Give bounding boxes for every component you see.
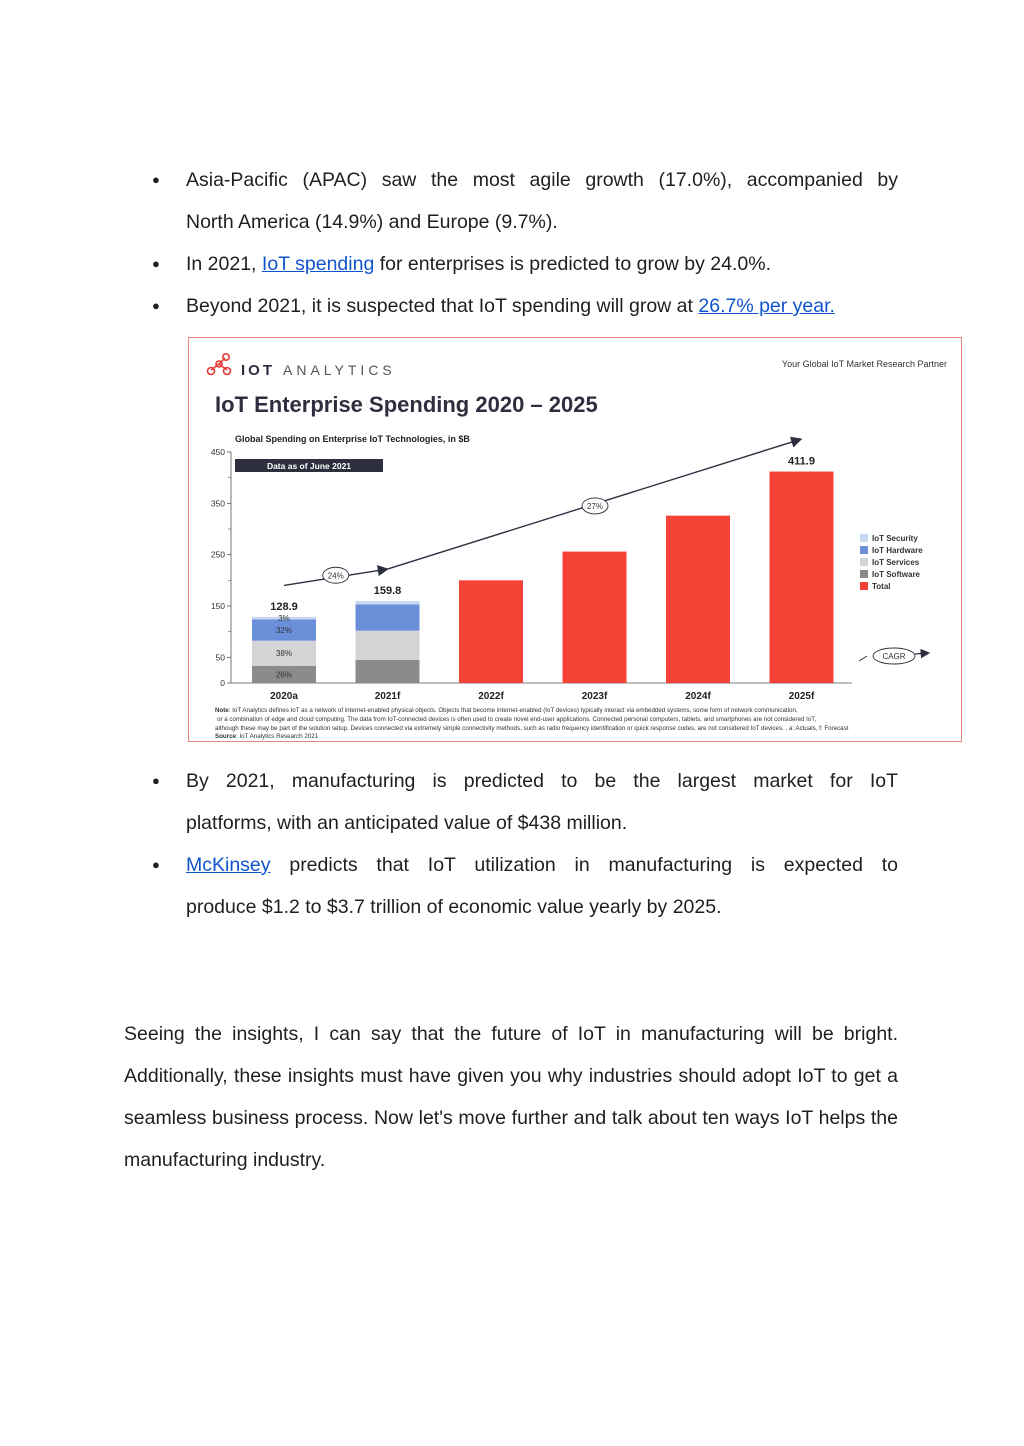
cagr-label: 24% <box>327 571 344 581</box>
data-badge-text: Data as of June 2021 <box>266 461 352 471</box>
legend-label: IoT Services <box>872 558 920 567</box>
x-tick-label: 2023f <box>581 691 608 702</box>
segment-label: 26% <box>275 670 293 680</box>
cagr-label: 27% <box>586 501 604 511</box>
legend-swatch <box>860 582 868 590</box>
legend-label: Total <box>872 582 891 591</box>
chart-note <box>215 707 798 714</box>
chart-source <box>215 733 319 740</box>
y-tick-label: 0 <box>220 678 225 688</box>
legend-swatch <box>860 546 868 554</box>
note-label: Note <box>215 707 229 714</box>
y-tick-label: 450 <box>210 447 225 457</box>
x-tick-label: 2024f <box>685 691 711 702</box>
list-item <box>150 760 898 844</box>
x-tick-label: 2020a <box>270 691 298 702</box>
list-item <box>150 285 898 327</box>
data-label: 159.8 <box>373 584 402 597</box>
data-badge <box>235 459 383 472</box>
cagr-key-arrow <box>915 653 929 654</box>
iot-analytics-logo-icon <box>208 354 231 375</box>
cagr-key-connector <box>859 656 867 661</box>
y-tick-label: 250 <box>210 549 225 560</box>
note-line-3: although these may be part of the solution setup. Devices connected via extremely simple connectivity methods, such as radio frequency identification or quick response codes, are not considered IoT devices. . a: Actuals, f: Forecast <box>215 725 849 732</box>
bar <box>770 472 834 683</box>
bullet-text: ● By 2021, manufacturing is predicted to be the largest market for IoT <box>186 770 898 792</box>
x-tick-label: 2022f <box>478 691 504 702</box>
bullet-text: platforms, with an anticipated value of $438 million. <box>186 812 628 834</box>
bar-segment <box>356 604 420 630</box>
legend-swatch <box>860 558 868 566</box>
bullet-text: In 2021, <box>186 253 262 275</box>
source-text: IoT Analytics Research 2021 <box>239 733 319 740</box>
brand-name-bold: IOT <box>241 362 275 379</box>
chart-subtitle: Global Spending on Enterprise IoT Technologies, in $B <box>235 434 470 444</box>
chart-title: IoT Enterprise Spending 2020 – 2025 <box>215 392 598 417</box>
note-line-1: IoT Analytics defines IoT as a network of internet-enabled physical objects. Objects that become internet-enabled (IoT devices) typically interact via embedded systems, some form of network communication, <box>232 707 798 714</box>
y-tick-label: 150 <box>210 601 225 611</box>
segment-label: 3% <box>278 614 290 624</box>
legend-label: IoT Hardware <box>872 546 923 555</box>
bar <box>666 516 730 683</box>
brand-name-light: ANALYTICS <box>283 362 396 378</box>
bullet-line <box>186 844 898 886</box>
bar-segment <box>356 660 420 683</box>
y-tick-label: 50 <box>215 652 225 663</box>
legend-swatch <box>860 570 868 578</box>
bullet-text: predicts that IoT utilization in manufacturing is expected to <box>270 854 898 876</box>
y-tick-label: 350 <box>210 498 225 509</box>
note-line-2: or a combination of edge and cloud computing. The data from IoT-connected devices is often used to create novel end-user applications. Connected personal computers, tablets, and smartphones are not considered IoT, <box>217 716 817 723</box>
source-colon: : <box>235 733 240 740</box>
list-item <box>150 159 898 243</box>
bar-segment <box>356 631 420 660</box>
bar <box>459 580 523 683</box>
bar <box>563 552 627 683</box>
brand-tagline: Your Global IoT Market Research Partner <box>781 359 947 369</box>
x-tick-label: 2025f <box>788 691 815 702</box>
segment-label: 38% <box>275 649 293 659</box>
bullet-text: for enterprises is predicted to grow by 24.0%. <box>374 253 772 275</box>
legend-label: IoT Software <box>872 570 921 579</box>
iot-spending-link[interactable]: IoT spending <box>261 253 375 275</box>
x-tick-label: 2021f <box>374 691 401 702</box>
legend-label: IoT Security <box>872 534 918 543</box>
iot-spending-chart <box>189 338 961 741</box>
note-colon: : <box>228 707 233 714</box>
data-label: 128.9 <box>270 600 298 613</box>
bullet-text: produce $1.2 to $3.7 trillion of economic value yearly by 2025. <box>186 896 722 918</box>
bullet-list-stats <box>150 159 898 327</box>
bullet-text: North America (14.9%) and Europe (9.7%). <box>186 211 558 233</box>
bullet-list-manufacturing <box>150 760 898 928</box>
bullet-text: Beyond 2021, it is suspected that IoT spending will grow at <box>186 295 699 317</box>
segment-label: 32% <box>275 626 293 636</box>
mckinsey-link[interactable]: McKinsey <box>186 854 271 876</box>
growth-rate-link[interactable]: 26.7% per year. <box>698 295 835 317</box>
conclusion-paragraph: Seeing the insights, I can say that the future of IoT in manufacturing will be bright. Additionally, these insights must have given you why industries should adopt IoT to get a seamless business process. Now let's move further and talk about ten ways IoT helps the manufacturing industry. <box>124 1023 898 1171</box>
data-label: 411.9 <box>788 455 815 468</box>
legend-swatch <box>860 534 868 542</box>
bar-segment <box>356 601 420 604</box>
source-label: Source <box>215 733 236 740</box>
list-item <box>150 844 898 928</box>
iot-spending-figure <box>188 337 962 742</box>
chart-legend <box>859 534 929 664</box>
bullet-text: ● Asia-Pacific (APAC) saw the most agile growth (17.0%), accompanied by <box>186 169 898 191</box>
list-item <box>150 243 898 285</box>
cagr-key-label: CAGR <box>882 652 906 661</box>
